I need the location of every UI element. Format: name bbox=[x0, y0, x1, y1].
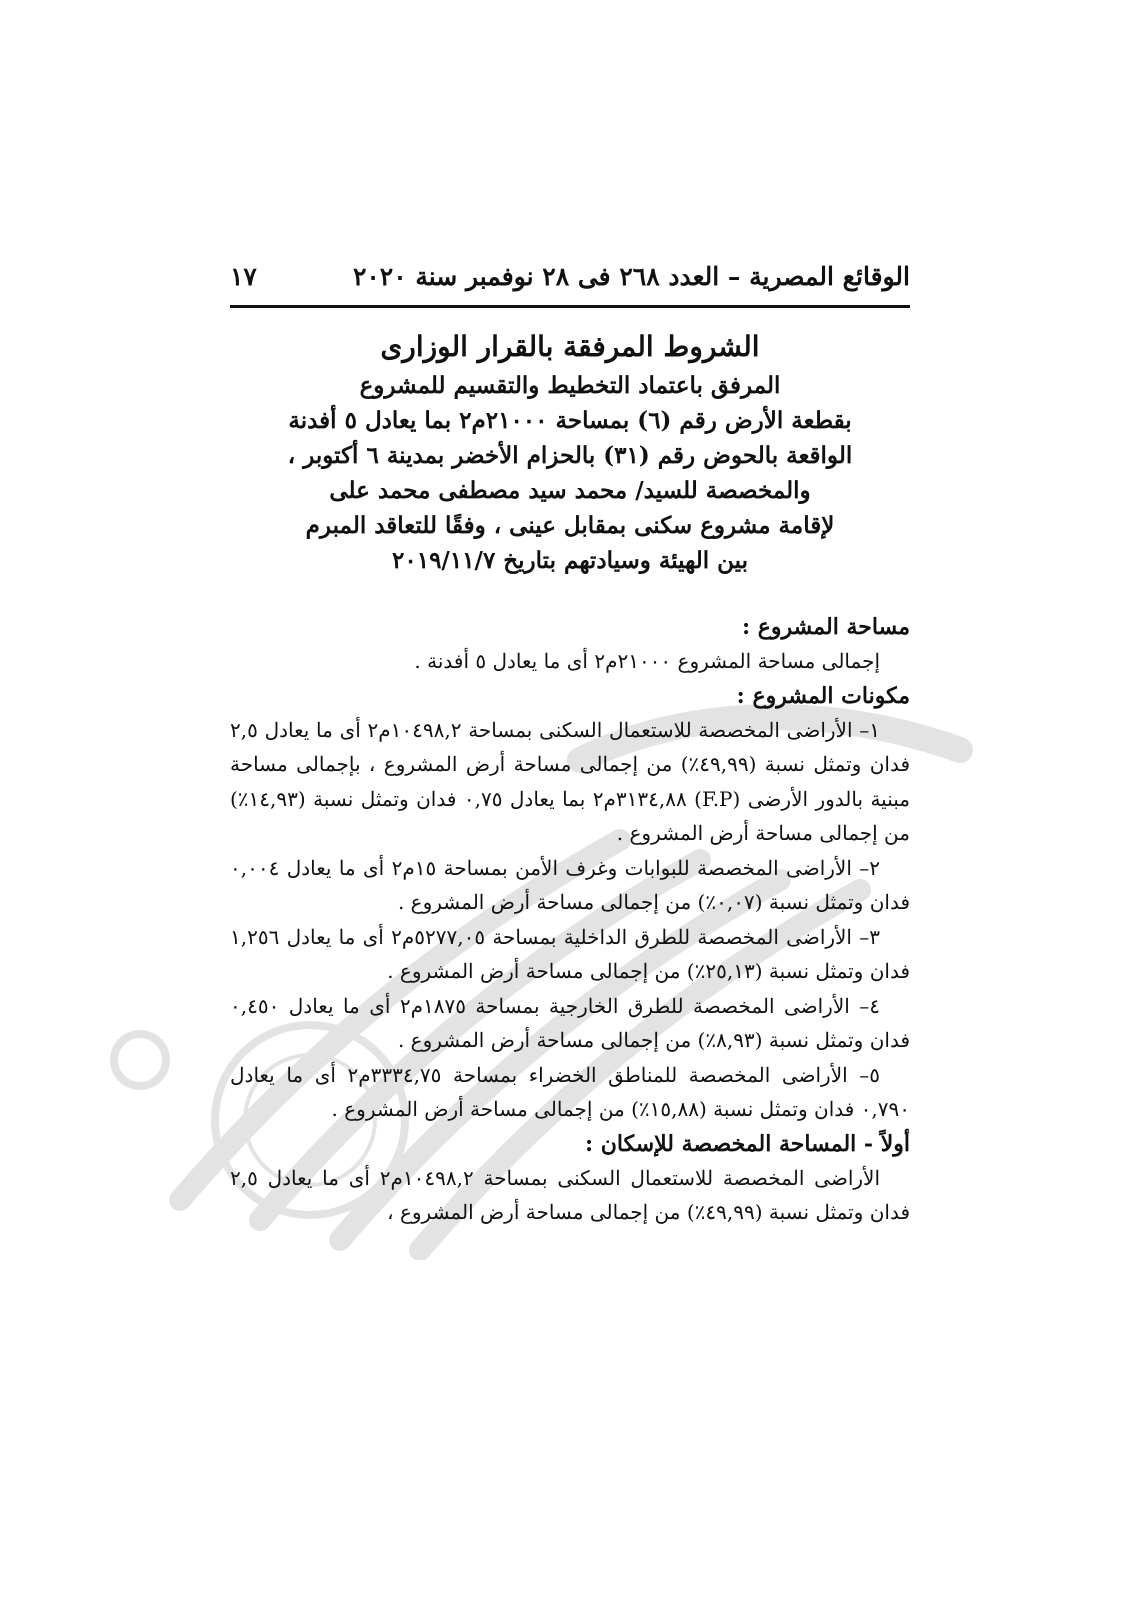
page-number: ١٧ bbox=[230, 262, 257, 291]
housing-area-text: الأراضى المخصصة للاستعمال السكنى بمساحة ١٠٤٩٨,٢م٢ أى ما يعادل ٢,٥ فدان وتمثل نسبة (٤٩,٩٩٪) من إجمالى مساحة أرض المشروع ، bbox=[230, 1165, 910, 1224]
component-item: ٤– الأراضى المخصصة للطرق الخارجية بمساحة ١٨٧٥م٢ أى ما يعادل ٠,٤٥٠ فدان وتمثل نسبة (٨,٩٣٪) من إجمالى مساحة أرض المشروع . bbox=[230, 993, 910, 1052]
component-item: ٥– الأراضى المخصصة للمناطق الخضراء بمساحة ٣٣٣٤,٧٥م٢ أى ما يعادل ٠,٧٩٠ فدان وتمثل نسبة (١٥,٨٨٪) من إجمالى مساحة أرض المشروع . bbox=[230, 1062, 910, 1121]
page-header bbox=[230, 262, 910, 302]
component-item: ٢– الأراضى المخصصة للبوابات وغرف الأمن بمساحة ١٥م٢ أى ما يعادل ٠,٠٠٤ فدان وتمثل نسبة (٠,٠٧٪) من إجمالى مساحة أرض المشروع . bbox=[230, 855, 910, 914]
header-divider bbox=[230, 305, 910, 308]
title-line: الواقعة بالحوض رقم (٣١) بالحزام الأخضر بمدينة ٦ أكتوبر ، bbox=[287, 442, 853, 469]
component-item: ١– الأراضى المخصصة للاستعمال السكنى بمساحة ١٠٤٩٨,٢م٢ أى ما يعادل ٢,٥ فدان وتمثل نسبة (٤٩,٩٩٪) من إجمالى مساحة أرض المشروع ، بإجمالى مساحة مبنية بالدور الأرضى (F.P) ٣١٣٤,٨٨م٢ بما يعادل ٠,٧٥ فدان وتمثل نسبة (١٤,٩٣٪) من إجمالى مساحة أرض المشروع . bbox=[230, 717, 911, 845]
gazette-title: الوقائع المصرية – العدد ٢٦٨ فى ٢٨ نوفمبر سنة ٢٠٢٠ bbox=[352, 262, 910, 291]
decree-title: الشروط المرفقة بالقرار الوزارى bbox=[380, 330, 760, 363]
title-line: بقطعة الأرض رقم (٦) بمساحة ٢١٠٠٠م٢ بما يعادل ٥ أفدنة bbox=[288, 407, 852, 434]
title-line: بين الهيئة وسيادتهم بتاريخ ٢٠١٩/١١/٧ bbox=[392, 547, 748, 574]
title-line: لإقامة مشروع سكنى بمقابل عينى ، وفقًا للتعاقد المبرم bbox=[305, 512, 835, 539]
housing-area-heading: أولاً - المساحة المخصصة للإسكان : bbox=[584, 1130, 910, 1157]
title-line: والمخصصة للسيد/ محمد سيد مصطفى محمد على bbox=[329, 477, 811, 504]
decree-title-block bbox=[230, 330, 910, 578]
project-area-heading: مساحة المشروع : bbox=[742, 614, 910, 640]
document-body bbox=[230, 610, 910, 1230]
project-components-heading: مكونات المشروع : bbox=[736, 682, 910, 709]
component-item: ٣– الأراضى المخصصة للطرق الداخلية بمساحة ٥٢٧٧,٠٥م٢ أى ما يعادل ١,٢٥٦ فدان وتمثل نسبة (٢٥,١٣٪) من إجمالى مساحة أرض المشروع . bbox=[230, 924, 910, 983]
project-area-text: إجمالى مساحة المشروع ٢١٠٠٠م٢ أى ما يعادل ٥ أفدنة . bbox=[414, 649, 880, 673]
title-line: المرفق باعتماد التخطيط والتقسيم للمشروع bbox=[359, 372, 781, 399]
